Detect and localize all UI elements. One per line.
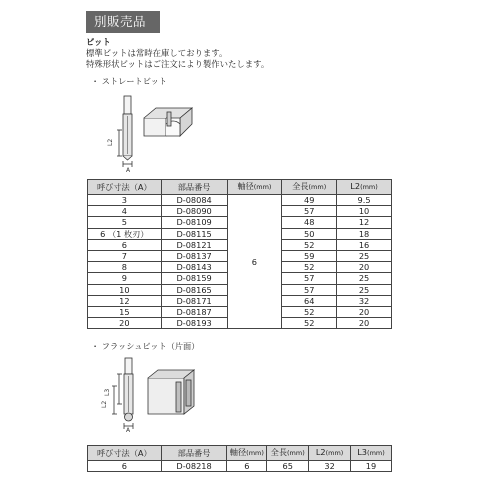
col-length: 全長(mm) xyxy=(282,180,337,195)
fig-label-l2: L2 xyxy=(101,400,108,408)
col-part-number: 部品番号 xyxy=(161,180,227,195)
col-l2: L2(mm) xyxy=(337,180,392,195)
table-row: 4 D-08090 57 10 xyxy=(88,206,392,217)
flush-bit-figure xyxy=(100,356,200,432)
table-row: 8 D-08143 52 20 xyxy=(88,262,392,273)
intro-heading: ビット xyxy=(86,37,111,47)
intro-line-1: 標準ビットは常時在庫しております。 xyxy=(86,48,228,58)
table-row: 20 D-08193 52 20 xyxy=(88,318,392,329)
straight-bit-table xyxy=(87,179,392,329)
col-length: 全長(mm) xyxy=(267,446,309,461)
col-shaft: 軸径(mm) xyxy=(227,180,282,195)
section-flush-bit-title: ・ フラッシュビット（片面） xyxy=(91,341,200,351)
col-size: 呼び寸法（A） xyxy=(88,446,162,461)
table-row: 3 D-08084 6 49 9.5 xyxy=(88,195,392,206)
col-l3: L3(mm) xyxy=(351,446,392,461)
table-row: 6 （1 枚刃） D-08115 50 18 xyxy=(88,228,392,239)
table-row: 12 D-08171 64 32 xyxy=(88,295,392,306)
flush-bit-table xyxy=(87,445,392,472)
section-straight-bit-title: ・ ストレートビット xyxy=(91,76,167,86)
page-title: 別販売品 xyxy=(86,11,160,33)
table-row: 5 D-08109 48 12 xyxy=(88,217,392,228)
col-shaft: 軸径(mm) xyxy=(227,446,267,461)
fig-label-l2: L2 xyxy=(107,138,114,146)
straight-bit-figure xyxy=(100,94,196,172)
fig-label-a: A xyxy=(126,167,131,172)
intro-line-2: 特殊形状ビットはご注文により製作いたします。 xyxy=(86,59,270,69)
table-row: 6 D-08218 6 65 32 19 xyxy=(88,461,392,472)
fig-label-a: A xyxy=(126,427,131,432)
col-size: 呼び寸法（A） xyxy=(88,180,162,195)
table-row: 6 D-08121 52 16 xyxy=(88,239,392,250)
table-row: 9 D-08159 57 25 xyxy=(88,273,392,284)
table-row: 7 D-08137 59 25 xyxy=(88,250,392,261)
col-part-number: 部品番号 xyxy=(161,446,227,461)
table-header-row xyxy=(88,180,392,195)
table-row: 15 D-08187 52 20 xyxy=(88,306,392,317)
shaft-cell: 6 xyxy=(227,195,282,329)
col-l2: L2(mm) xyxy=(309,446,351,461)
fig-label-l3: L3 xyxy=(104,388,111,396)
table-header-row xyxy=(88,446,392,461)
table-row: 10 D-08165 57 25 xyxy=(88,284,392,295)
